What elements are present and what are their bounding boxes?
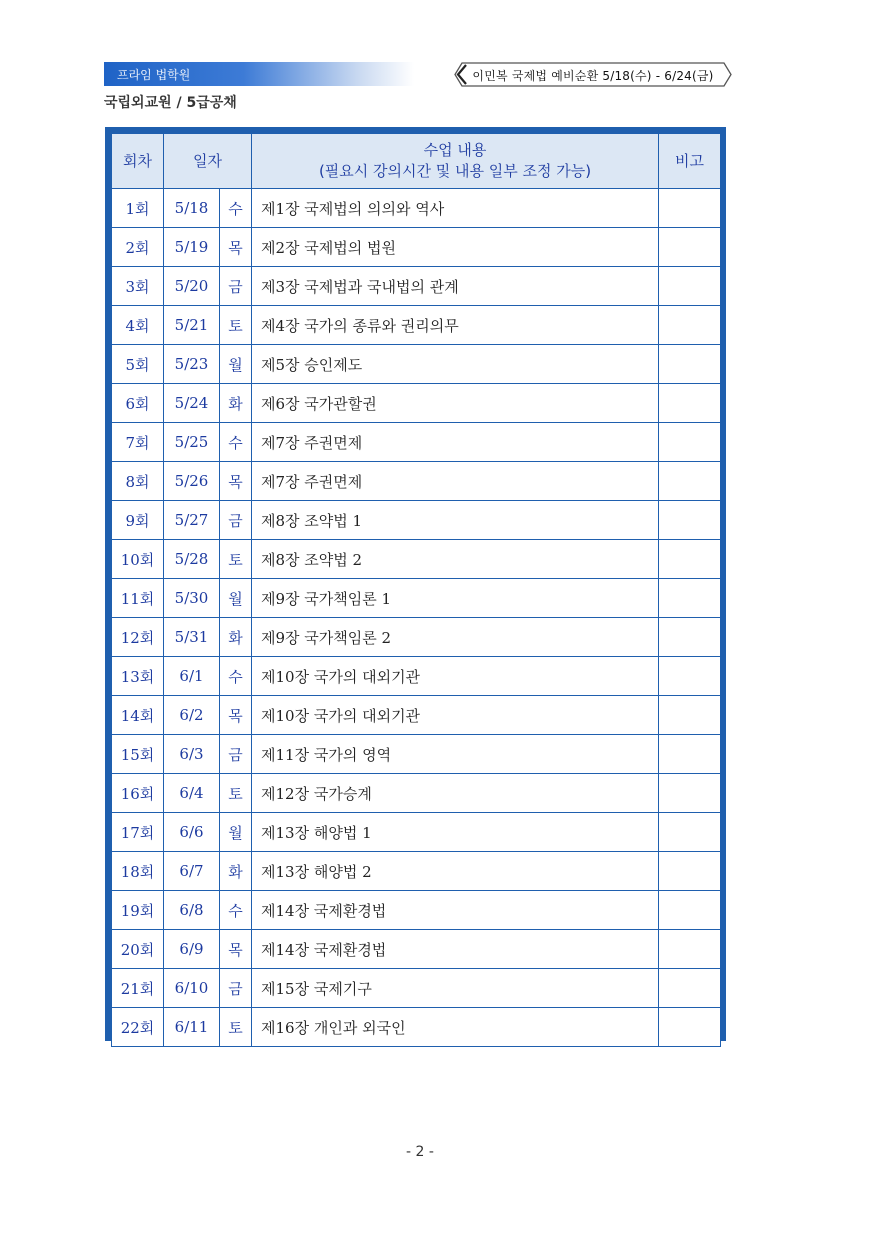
note-cell xyxy=(659,462,721,501)
date-cell: 5/24 xyxy=(164,384,220,423)
day-cell: 금 xyxy=(220,501,252,540)
header-content xyxy=(252,134,659,189)
session-cell: 9회 xyxy=(112,501,164,540)
day-cell: 수 xyxy=(220,423,252,462)
topic-cell: 제12장 국가승계 xyxy=(252,774,659,813)
note-cell xyxy=(659,306,721,345)
note-cell xyxy=(659,423,721,462)
table-row xyxy=(112,618,721,657)
table-row xyxy=(112,1008,721,1047)
day-cell: 화 xyxy=(220,852,252,891)
date-cell: 6/1 xyxy=(164,657,220,696)
date-cell: 5/26 xyxy=(164,462,220,501)
topic-cell: 제2장 국제법의 법원 xyxy=(252,228,659,267)
note-cell xyxy=(659,969,721,1008)
day-cell: 화 xyxy=(220,384,252,423)
note-cell xyxy=(659,618,721,657)
table-row xyxy=(112,735,721,774)
day-cell: 토 xyxy=(220,540,252,579)
session-cell: 13회 xyxy=(112,657,164,696)
table-row xyxy=(112,930,721,969)
table-row xyxy=(112,579,721,618)
date-cell: 5/28 xyxy=(164,540,220,579)
topic-cell: 제10장 국가의 대외기관 xyxy=(252,657,659,696)
topic-cell: 제15장 국제기구 xyxy=(252,969,659,1008)
note-cell xyxy=(659,228,721,267)
topic-cell: 제5장 승인제도 xyxy=(252,345,659,384)
course-title: 이민복 국제법 예비순환 5/18(수) - 6/24(금) xyxy=(472,69,714,83)
day-cell: 목 xyxy=(220,462,252,501)
note-cell xyxy=(659,891,721,930)
topic-cell: 제11장 국가의 영역 xyxy=(252,735,659,774)
header-content-line2: (필요시 강의시간 및 내용 일부 조정 가능) xyxy=(318,162,592,180)
date-cell: 5/31 xyxy=(164,618,220,657)
topic-cell: 제8장 조약법 2 xyxy=(252,540,659,579)
topic-cell: 제16장 개인과 외국인 xyxy=(252,1008,659,1047)
session-cell: 10회 xyxy=(112,540,164,579)
day-cell: 토 xyxy=(220,306,252,345)
topic-cell: 제13장 해양법 2 xyxy=(252,852,659,891)
table-row xyxy=(112,540,721,579)
topic-cell: 제9장 국가책임론 1 xyxy=(252,579,659,618)
page-number: - 2 - xyxy=(406,1144,434,1160)
topic-cell: 제14장 국제환경법 xyxy=(252,930,659,969)
note-cell xyxy=(659,813,721,852)
table-row xyxy=(112,423,721,462)
date-cell: 5/21 xyxy=(164,306,220,345)
note-cell xyxy=(659,657,721,696)
date-cell: 5/23 xyxy=(164,345,220,384)
topic-cell: 제1장 국제법의 의의와 역사 xyxy=(252,189,659,228)
session-cell: 8회 xyxy=(112,462,164,501)
table-row xyxy=(112,774,721,813)
topic-cell: 제13장 해양법 1 xyxy=(252,813,659,852)
date-cell: 5/18 xyxy=(164,189,220,228)
note-cell xyxy=(659,930,721,969)
note-cell xyxy=(659,852,721,891)
note-cell xyxy=(659,735,721,774)
table-row xyxy=(112,657,721,696)
table-row xyxy=(112,501,721,540)
day-cell: 토 xyxy=(220,1008,252,1047)
table-row xyxy=(112,189,721,228)
table-row xyxy=(112,345,721,384)
page-subtitle: 국립외교원 / 5급공채 xyxy=(104,95,237,111)
day-cell: 수 xyxy=(220,657,252,696)
topic-cell: 제14장 국제환경법 xyxy=(252,891,659,930)
date-cell: 5/25 xyxy=(164,423,220,462)
header-content-line1: 수업 내용 xyxy=(423,141,487,159)
day-cell: 수 xyxy=(220,891,252,930)
day-cell: 수 xyxy=(220,189,252,228)
day-cell: 토 xyxy=(220,774,252,813)
date-cell: 5/19 xyxy=(164,228,220,267)
day-cell: 금 xyxy=(220,267,252,306)
date-cell: 6/4 xyxy=(164,774,220,813)
note-cell xyxy=(659,1008,721,1047)
note-cell xyxy=(659,267,721,306)
topic-cell: 제8장 조약법 1 xyxy=(252,501,659,540)
brand-banner xyxy=(104,62,414,86)
day-cell: 월 xyxy=(220,813,252,852)
topic-cell: 제4장 국가의 종류와 권리의무 xyxy=(252,306,659,345)
topic-cell: 제7장 주권면제 xyxy=(252,423,659,462)
session-cell: 6회 xyxy=(112,384,164,423)
table-row xyxy=(112,267,721,306)
table-row xyxy=(112,306,721,345)
session-cell: 7회 xyxy=(112,423,164,462)
session-cell: 15회 xyxy=(112,735,164,774)
date-cell: 6/8 xyxy=(164,891,220,930)
session-cell: 4회 xyxy=(112,306,164,345)
session-cell: 1회 xyxy=(112,189,164,228)
table-row xyxy=(112,462,721,501)
note-cell xyxy=(659,501,721,540)
day-cell: 금 xyxy=(220,735,252,774)
date-cell: 6/3 xyxy=(164,735,220,774)
session-cell: 16회 xyxy=(112,774,164,813)
topic-cell: 제3장 국제법과 국내법의 관계 xyxy=(252,267,659,306)
course-tag xyxy=(454,62,732,87)
note-cell xyxy=(659,345,721,384)
session-cell: 2회 xyxy=(112,228,164,267)
schedule-frame xyxy=(105,127,726,1041)
day-cell: 목 xyxy=(220,930,252,969)
session-cell: 12회 xyxy=(112,618,164,657)
session-cell: 17회 xyxy=(112,813,164,852)
topic-cell: 제7장 주권면제 xyxy=(252,462,659,501)
schedule-table xyxy=(111,133,721,1047)
topic-cell: 제10장 국가의 대외기관 xyxy=(252,696,659,735)
session-cell: 14회 xyxy=(112,696,164,735)
session-cell: 11회 xyxy=(112,579,164,618)
date-cell: 6/9 xyxy=(164,930,220,969)
table-header-row xyxy=(112,134,721,189)
date-cell: 6/11 xyxy=(164,1008,220,1047)
schedule-body xyxy=(112,189,721,1047)
date-cell: 6/10 xyxy=(164,969,220,1008)
date-cell: 5/30 xyxy=(164,579,220,618)
day-cell: 월 xyxy=(220,579,252,618)
topic-cell: 제6장 국가관할권 xyxy=(252,384,659,423)
table-row xyxy=(112,228,721,267)
session-cell: 3회 xyxy=(112,267,164,306)
session-cell: 21회 xyxy=(112,969,164,1008)
note-cell xyxy=(659,540,721,579)
session-cell: 19회 xyxy=(112,891,164,930)
note-cell xyxy=(659,579,721,618)
note-cell xyxy=(659,774,721,813)
table-row xyxy=(112,852,721,891)
table-row xyxy=(112,813,721,852)
topic-cell: 제9장 국가책임론 2 xyxy=(252,618,659,657)
session-cell: 18회 xyxy=(112,852,164,891)
note-cell xyxy=(659,696,721,735)
day-cell: 목 xyxy=(220,228,252,267)
day-cell: 금 xyxy=(220,969,252,1008)
header-date: 일자 xyxy=(164,134,252,189)
session-cell: 20회 xyxy=(112,930,164,969)
session-cell: 5회 xyxy=(112,345,164,384)
day-cell: 화 xyxy=(220,618,252,657)
note-cell xyxy=(659,189,721,228)
day-cell: 월 xyxy=(220,345,252,384)
date-cell: 6/6 xyxy=(164,813,220,852)
note-cell xyxy=(659,384,721,423)
day-cell: 목 xyxy=(220,696,252,735)
date-cell: 6/2 xyxy=(164,696,220,735)
table-row xyxy=(112,891,721,930)
brand-name: 프라임 법학원 xyxy=(117,68,191,82)
header-note: 비고 xyxy=(659,134,721,189)
date-cell: 5/20 xyxy=(164,267,220,306)
session-cell: 22회 xyxy=(112,1008,164,1047)
table-row xyxy=(112,969,721,1008)
date-cell: 5/27 xyxy=(164,501,220,540)
header-session: 회차 xyxy=(112,134,164,189)
table-row xyxy=(112,696,721,735)
date-cell: 6/7 xyxy=(164,852,220,891)
table-row xyxy=(112,384,721,423)
